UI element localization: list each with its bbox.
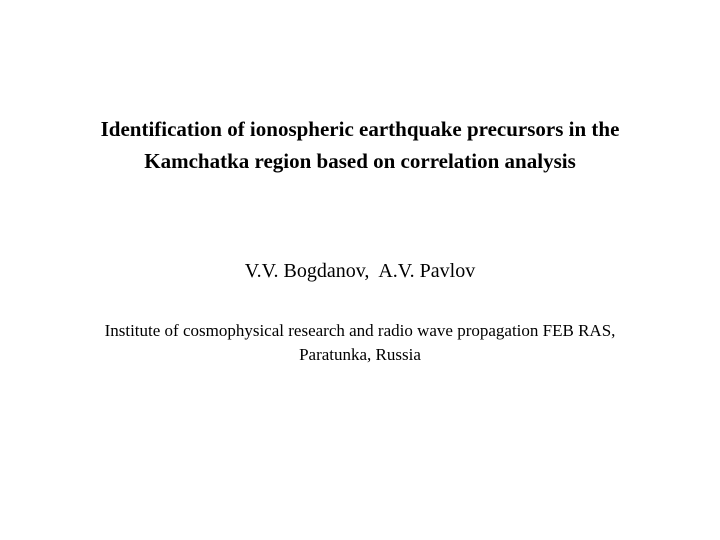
title-line-2: Kamchatka region based on correlation analysis (144, 149, 576, 173)
affiliation-line-2: Paratunka, Russia (299, 345, 421, 364)
title-line-1: Identification of ionospheric earthquake precursors in the (100, 117, 620, 141)
institution-affiliation (40, 319, 680, 367)
author-names: V.V. Bogdanov, A.V. Pavlov (244, 260, 476, 282)
presentation-title (40, 113, 680, 177)
affiliation-line-1: Institute of cosmophysical research and radio wave propagation FEB RAS, (104, 321, 616, 340)
